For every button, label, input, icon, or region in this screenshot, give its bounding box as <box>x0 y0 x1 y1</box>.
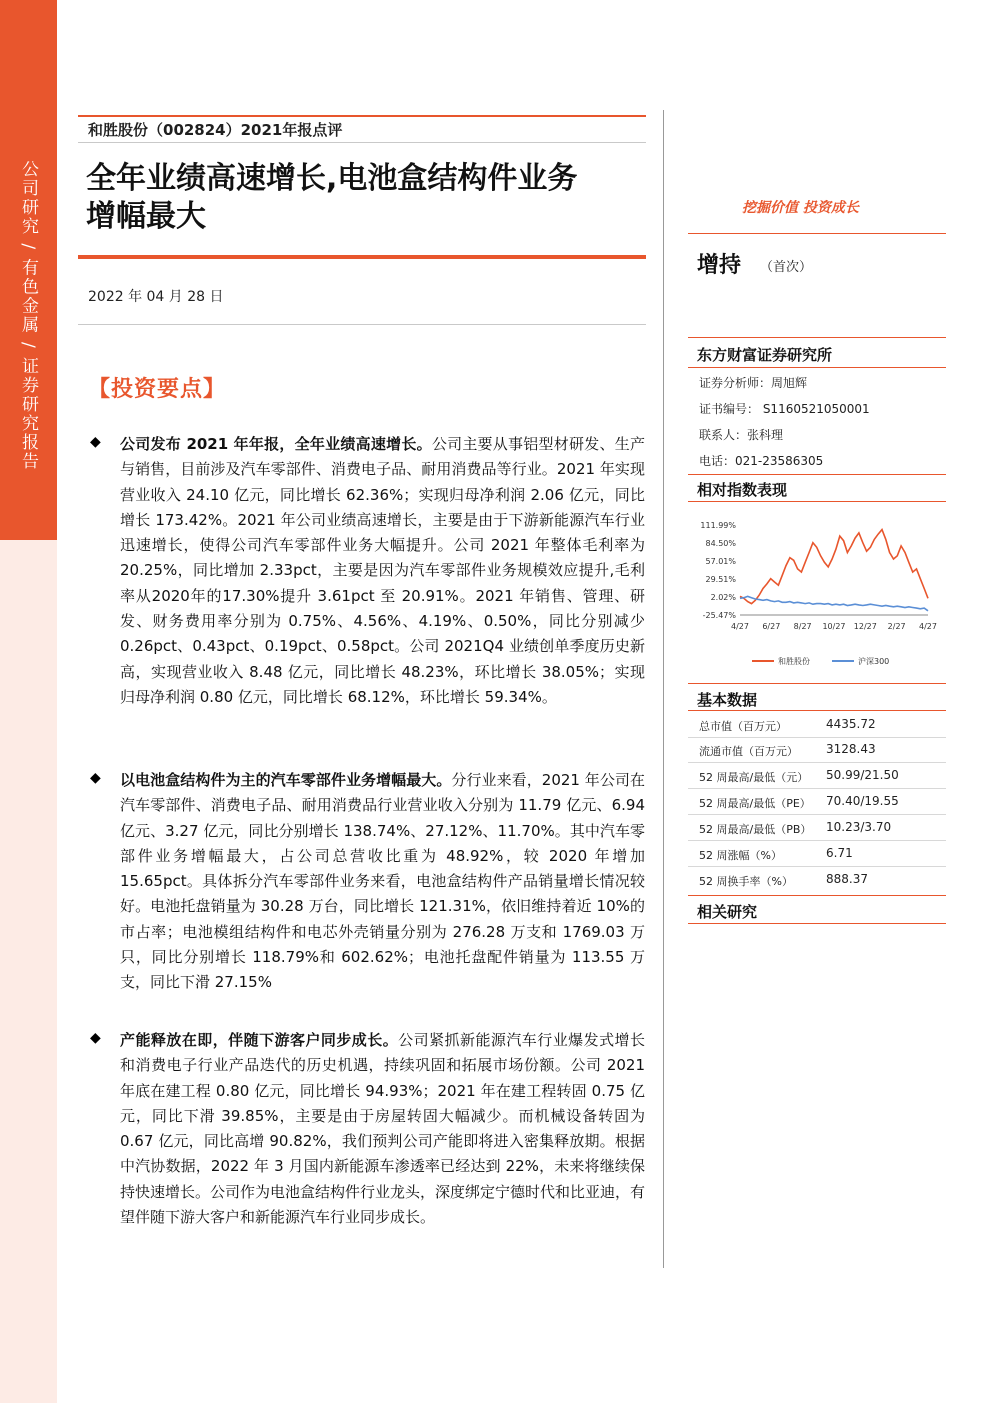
rule <box>688 233 946 234</box>
y-tick-label: -25.47% <box>702 611 736 620</box>
y-tick-label: 2.02% <box>710 593 736 603</box>
y-tick-label: 29.51% <box>705 575 736 585</box>
series-line <box>740 596 928 610</box>
certificate-number: 证书编号： S1160521050001 <box>699 402 870 416</box>
row-divider <box>688 762 946 763</box>
headline-line-1: 全年业绩高速增长,电池盒结构件业务 <box>86 161 578 196</box>
legend-label: 和胜股份 <box>778 657 810 666</box>
row-divider <box>688 788 946 789</box>
paragraph-3-lead: 产能释放在即，伴随下游客户同步成长。 <box>120 1031 399 1049</box>
paragraph-1 <box>90 432 645 710</box>
headline-bar <box>78 255 646 259</box>
header-rule-thin <box>78 142 646 143</box>
contact-person: 联系人：张科理 <box>699 428 784 442</box>
paragraph-2-lead: 以电池盒结构件为主的汽车零部件业务增幅最大。 <box>120 771 452 789</box>
row-divider <box>688 840 946 841</box>
paragraph-1-body: 公司主要从事铝型材研发、生产与销售，目前涉及汽车零部件、消费电子品、耐用消费品等行业。2021 年实现营业收入 24.10 亿元，同比增长 62.36%；实现归母净利润 2.06 亿元，同比增长 173.42%。2021 年公司业绩高速增长，主要是由于下游新能源汽车行业迅速增长，使得公司汽车零部件业务大幅提升。公司 2021 年整体毛利率为 20.25%，同比增加 2.33pct，主要是因为汽车零部件业务规模效应提升,毛利率从2020年的17.30%提升 3.61pct 至 20.91%。2021 年销售、管理、研发、财务费用率分别为 0.75%、4.56%、4.19%、0.50%，同比分别减少 0.26pct、0.43pct、0.19pct、0.58pct。公司 2021Q4 业绩创单季度历史新高，实现营业收入 8.48 亿元，同比增长 48.23%，环比增长 38.05%；实现归母净利润 0.80 亿元，同比增长 68.12%，环比增长 59.34%。 <box>120 435 645 706</box>
x-tick-label: 8/27 <box>793 622 812 631</box>
diamond-bullet-icon: ◆ <box>90 1030 101 1046</box>
rule <box>688 337 946 338</box>
basic-value: 10.23/3.70 <box>826 820 892 834</box>
basic-value: 888.37 <box>826 872 868 886</box>
basic-label: 52 周涨幅（%） <box>699 849 782 862</box>
phone-number: 电话：021-23586305 <box>699 454 824 468</box>
basic-value: 3128.43 <box>826 742 876 756</box>
related-research-title: 相关研究 <box>697 903 758 921</box>
basic-value: 50.99/21.50 <box>826 768 899 782</box>
paragraph-3-body: 公司紧抓新能源汽车行业爆发式增长和消费电子行业产品迭代的历史机遇，持续巩固和拓展市场份额。公司 2021 年底在建工程 0.80 亿元，同比增长 94.93%；2021 年在建工程转固 0.75 亿元，同比下滑 39.85%，主要是由于房屋转固大幅减少。而机械设备转固为 0.67 亿元，同比高增 90.82%，我们预判公司产能即将进入密集释放期。根据中汽协数据，2022 年 3 月国内新能源车渗透率已经达到 22%，未来将继续保持快速增长。公司作为电池盒结构件行业龙头，深度绑定宁德时代和比亚迪，有望伴随下游大客户和新能源汽车行业同步成长。 <box>120 1031 646 1227</box>
y-tick-label: 111.99% <box>700 521 736 530</box>
x-tick-label: 12/27 <box>853 622 877 631</box>
rule <box>688 501 946 502</box>
basic-label: 52 周换手率（%） <box>699 875 793 888</box>
series-line <box>740 530 928 604</box>
paragraph-3 <box>90 1028 645 1230</box>
basic-label: 总市值（百万元） <box>699 720 787 733</box>
basic-label: 52 周最高/最低（PB） <box>699 823 812 836</box>
diamond-bullet-icon: ◆ <box>90 434 101 450</box>
institute-name: 东方财富证券研究所 <box>697 346 833 364</box>
basic-data-title: 基本数据 <box>697 691 758 709</box>
headline-line-2: 增幅最大 <box>86 199 206 234</box>
slogan: 挖掘价值 投资成长 <box>742 200 859 216</box>
x-tick-label: 4/27 <box>919 622 937 631</box>
legend-label: 沪深300 <box>858 657 890 666</box>
x-tick-label: 6/27 <box>762 622 781 631</box>
rule <box>688 895 946 896</box>
rule <box>688 367 946 368</box>
rating-note: （首次） <box>760 260 813 275</box>
chart-title: 相对指数表现 <box>697 481 788 499</box>
section-title: 【投资要点】 <box>88 377 227 402</box>
rule <box>688 923 946 924</box>
chart-svg <box>690 515 946 675</box>
basic-label: 流通市值（百万元） <box>699 745 798 758</box>
y-tick-label: 84.50% <box>705 538 736 548</box>
rating: 增持 <box>697 253 742 278</box>
x-tick-label: 2/27 <box>887 622 906 631</box>
rule <box>688 710 946 711</box>
column-divider <box>663 110 664 1268</box>
report-headline <box>86 160 646 236</box>
basic-label: 52 周最高/最低（PE） <box>699 797 811 810</box>
x-tick-label: 4/27 <box>731 622 749 631</box>
sidebar-category: 公司研究 / 有色金属 / 证券研究报告 <box>18 160 38 472</box>
paragraph-2 <box>90 768 645 996</box>
paragraph-2-body: 分行业来看，2021 年公司在汽车零部件、消费电子品、耐用消费品行业营业收入分别为 11.79 亿元、6.94 亿元、3.27 亿元，同比分别增长 138.74%、27.12%、11.70%。其中汽车零部件业务增幅最大，占公司总营收比重为 48.92%，较 2020 年增加 15.65pct。具体拆分汽车零部件业务来看，电池盒结构件产品销量增长情况较好。电池托盘销量为 30.28 万台，同比增长 121.31%，依旧维持着近 10%的市占率；电池模组结构件和电芯外壳销量分别为 276.28 万支和 1769.03 万只，同比分别增长 118.79%和 602.62%；电池托盘配件销量为 113.55 万支，同比下滑 27.15% <box>120 771 645 992</box>
header-rule-top <box>78 115 646 117</box>
paragraph-1-lead: 公司发布 2021 年年报，全年业绩高速增长。 <box>120 435 432 453</box>
rule <box>688 683 946 684</box>
basic-value: 6.71 <box>826 846 853 860</box>
basic-value: 70.40/19.55 <box>826 794 899 808</box>
diamond-bullet-icon: ◆ <box>90 770 101 786</box>
analyst: 证券分析师：周旭辉 <box>699 376 808 390</box>
report-date: 2022 年 04 月 28 日 <box>88 289 224 305</box>
basic-label: 52 周最高/最低（元） <box>699 771 809 784</box>
rule <box>688 474 946 475</box>
basic-value: 4435.72 <box>826 717 876 731</box>
row-divider <box>688 737 946 738</box>
x-tick-label: 10/27 <box>822 622 846 631</box>
report-subtitle: 和胜股份（002824）2021年报点评 <box>88 121 343 139</box>
date-rule <box>78 324 646 325</box>
relative-index-chart <box>690 515 946 675</box>
row-divider <box>688 814 946 815</box>
y-tick-label: 57.01% <box>705 556 736 566</box>
row-divider <box>688 866 946 867</box>
